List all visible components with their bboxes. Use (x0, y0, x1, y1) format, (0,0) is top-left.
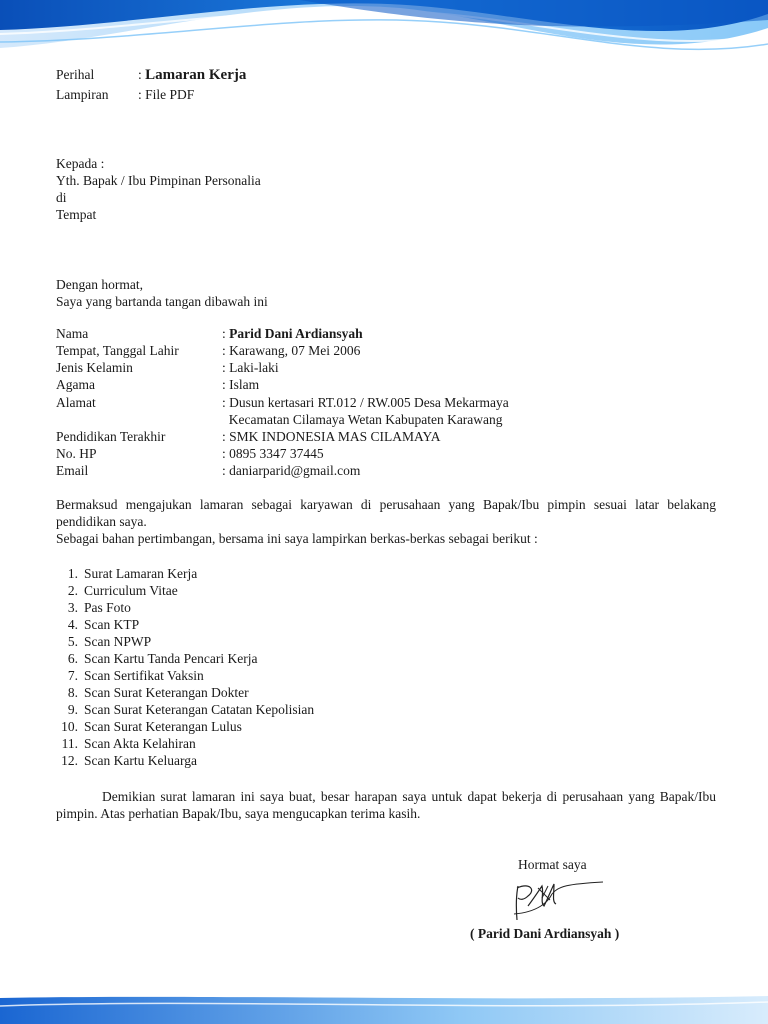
handwritten-signature (508, 876, 608, 924)
consideration-text: Sebagai bahan pertimbangan, bersama ini saya lampirkan berkas-berkas sebagai berikut : (56, 531, 538, 546)
list-item-label: Scan Surat Keterangan Dokter (84, 685, 249, 700)
field-label: Agama (56, 377, 95, 392)
greeting: Dengan hormat, (56, 277, 143, 292)
field-value: 0895 3347 37445 (229, 446, 324, 461)
field-label: Tempat, Tanggal Lahir (56, 343, 179, 358)
list-item-number: 5. (67, 634, 78, 649)
field-label: Nama (56, 326, 89, 341)
recipient-line: Yth. Bapak / Ibu Pimpinan Personalia (56, 173, 261, 188)
list-item-number: 2. (67, 583, 78, 598)
list-item-label: Scan Akta Kelahiran (84, 736, 196, 751)
list-item-label: Curriculum Vitae (84, 583, 178, 598)
attachment-row: Lampiran : File PDF (56, 87, 195, 102)
field-row: No. HP : 0895 3347 37445 (56, 446, 324, 461)
field-row (56, 411, 503, 428)
list-item (56, 701, 314, 718)
list-item (56, 718, 314, 735)
list-item-number: 11. (61, 736, 78, 751)
list-item (56, 735, 314, 752)
list-item-label: Scan Surat Keterangan Catatan Kepolisian (84, 702, 315, 717)
field-value: Islam (229, 377, 260, 392)
list-item-label: Scan Sertifikat Vaksin (84, 668, 204, 683)
field-row: Nama : Parid Dani Ardiansyah (56, 326, 363, 341)
field-value: Dusun kertasari RT.012 / RW.005 Desa Mekarmaya (229, 395, 509, 410)
list-item-number: 6. (67, 651, 78, 666)
regards-text: Hormat saya (518, 857, 587, 872)
field-label: Email (56, 463, 89, 478)
recipient-line: di (56, 190, 67, 205)
field-row: Jenis Kelamin : Laki-laki (56, 360, 279, 375)
list-item-number: 12. (61, 753, 78, 768)
perihal-label: Perihal (56, 67, 95, 82)
list-item (56, 684, 314, 701)
field-row: Pendidikan Terakhir : SMK INDONESIA MAS CILAMAYA (56, 429, 441, 444)
field-value: SMK INDONESIA MAS CILAMAYA (229, 429, 441, 444)
attachments-list (56, 565, 314, 769)
list-item-number: 10. (61, 719, 78, 734)
subject-row: Perihal : Lamaran Kerja (56, 67, 247, 83)
recipient-line: Tempat (56, 207, 97, 222)
list-item-label: Scan NPWP (84, 634, 152, 649)
field-label: Jenis Kelamin (56, 360, 133, 375)
list-item (56, 650, 314, 667)
list-item-label: Scan KTP (84, 617, 140, 632)
closing-paragraph: Demikian surat lamaran ini saya buat, besar harapan saya untuk dapat bekerja di perusahaan yang Bapak/Ibu pimpin. Atas perhatian Bapak/Ibu, saya mengucapkan terima kasih. (56, 789, 716, 821)
list-item-number: 8. (67, 685, 78, 700)
list-item-number: 9. (67, 702, 78, 717)
list-item (56, 582, 314, 599)
list-item-number: 7. (67, 668, 78, 683)
field-label: Alamat (56, 395, 96, 410)
lampiran-value: File PDF (145, 87, 195, 102)
list-item-label: Pas Foto (84, 600, 131, 615)
footer-wave-decoration (0, 992, 768, 1024)
field-value: Laki-laki (229, 360, 279, 375)
list-item (56, 667, 314, 684)
purpose-paragraph: Bermaksud mengajukan lamaran sebagai karyawan di perusahaan yang Bapak/Ibu pimpin sesuai latar belakang pendidikan saya. (56, 497, 716, 529)
list-item-number: 4. (67, 617, 78, 632)
perihal-value: Lamaran Kerja (145, 67, 247, 83)
recipient-line: Kepada : (56, 156, 105, 171)
list-item (56, 616, 314, 633)
lampiran-label: Lampiran (56, 87, 109, 102)
field-value: Parid Dani Ardiansyah (229, 326, 363, 341)
list-item (56, 599, 314, 616)
list-item (56, 565, 314, 582)
field-value: Karawang, 07 Mei 2006 (229, 343, 361, 358)
list-item-label: Scan Kartu Keluarga (84, 753, 197, 768)
list-item (56, 633, 314, 650)
intro-text: Saya yang bartanda tangan dibawah ini (56, 294, 268, 309)
field-value: Kecamatan Cilamaya Wetan Kabupaten Karawang (228, 412, 503, 427)
signature-name: ( Parid Dani Ardiansyah ) (470, 926, 620, 941)
field-label: No. HP (56, 446, 97, 461)
list-item-label: Scan Kartu Tanda Pencari Kerja (84, 651, 258, 666)
field-row: Email : daniarparid@gmail.com (56, 463, 361, 478)
list-item (56, 752, 314, 769)
field-value: daniarparid@gmail.com (229, 463, 361, 478)
field-label: Pendidikan Terakhir (56, 429, 166, 444)
list-item-label: Surat Lamaran Kerja (84, 566, 198, 581)
field-row: Alamat : Dusun kertasari RT.012 / RW.005 Desa Mekarmaya (56, 395, 509, 410)
list-item-number: 3. (67, 600, 78, 615)
list-item-number: 1. (67, 566, 78, 581)
list-item-label: Scan Surat Keterangan Lulus (84, 719, 242, 734)
field-row: Tempat, Tanggal Lahir : Karawang, 07 Mei 2006 (56, 343, 361, 358)
field-row: Agama : Islam (56, 377, 260, 392)
